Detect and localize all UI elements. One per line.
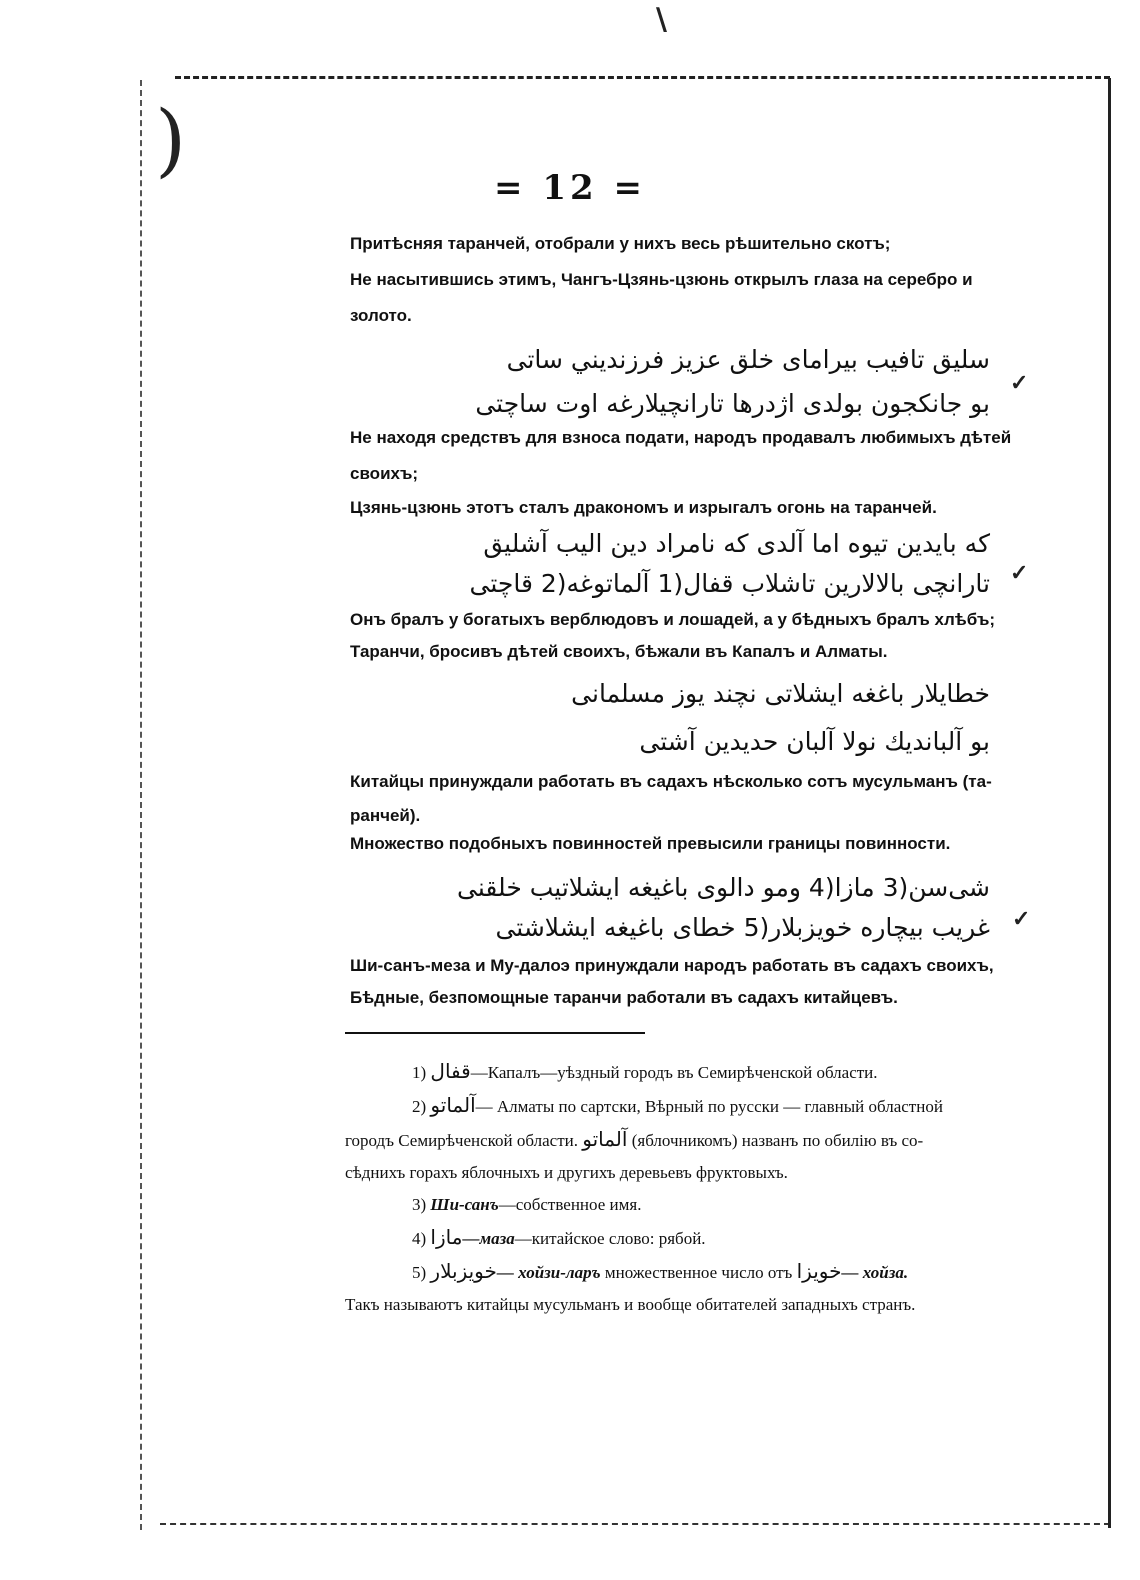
footnote-2-text: — Алматы по сартски, Вѣрный по русски — главный областной (475, 1097, 943, 1116)
page-number: = 12 = (494, 168, 646, 208)
footnote-4-text: —китайское слово: рябой. (514, 1229, 706, 1248)
arabic-line-6: بو آلبانديك نولا آلبان حديدين آشتى (639, 727, 990, 756)
footnote-5-cont: Такъ называютъ китайцы мусульманъ и вообще обитателей западныхъ странъ. (345, 1295, 916, 1314)
footnote-rule (345, 1032, 645, 1034)
footnote-4-num: 4) (412, 1229, 427, 1248)
arabic-line-7: شى‌سن(3 مازا(4 ومو دالوى باغيغه ايشلاتيب خلقنى (457, 873, 990, 902)
footnote-5 (412, 1254, 1132, 1290)
footnote-4-term: —маза (462, 1229, 515, 1248)
margin-bracket-mark: ) (155, 93, 187, 186)
checkmark-icon: ✓ (1010, 560, 1029, 586)
checkmark-icon: ✓ (1012, 906, 1031, 932)
footnote-5-term: — хойзи-ларъ (496, 1263, 601, 1282)
body-line-13: Бѣдные, безпомощные таранчи работали въ садахъ китайцевъ. (350, 988, 898, 1007)
body-line-12: Ши-санъ-меза и Му-далоэ принуждали народъ работать въ садахъ своихъ, (350, 956, 994, 975)
footnote-2-cont-pre: городъ Семирѣченской области. (345, 1131, 578, 1150)
body-line-1: Притѣсняя таранчей, отобрали у нихъ весь рѣшительно скотъ; (350, 234, 891, 253)
footnote-2-end: сѣднихъ горахъ яблочныхъ и другихъ деревьевъ фруктовыхъ. (345, 1163, 788, 1182)
footnote-2 (412, 1088, 1132, 1124)
footnote-1-arabic: قفال (430, 1059, 471, 1083)
page-border-top (175, 76, 1110, 79)
footnote-2-num: 2) (412, 1097, 427, 1116)
arabic-line-2: بو جانكجون بولدى اژدرها تارانچيلارغه اوت ساچتى (475, 389, 990, 418)
footnote-4 (412, 1220, 1132, 1256)
footnote-5-arabic: خويزبلار (430, 1259, 497, 1283)
checkmark-icon: ✓ (1010, 370, 1029, 396)
body-line-7: Онъ бралъ у богатыхъ верблюдовъ и лошадей, а у бѣдныхъ бралъ хлѣбъ; (350, 610, 996, 629)
footnote-2-cont-arabic: آلماتو (582, 1127, 628, 1151)
body-line-8: Таранчи, бросивъ дѣтей своихъ, бѣжали въ Капалъ и Алматы. (350, 642, 888, 661)
body-line-5: своихъ; (350, 464, 419, 483)
arabic-line-5: خطايلار باغغه ايشلاتى نچند يوز مسلمانى (571, 679, 990, 708)
footnote-2-cont-post: (яблочникомъ) названъ по обилію въ со- (631, 1131, 924, 1150)
footnote-5-arabic-2: خويزا (796, 1259, 842, 1283)
footnote-2-cont (345, 1122, 1065, 1158)
page-border-left (140, 80, 142, 1530)
footnote-3 (412, 1188, 1132, 1222)
footnote-2-arabic: آلماتو (430, 1093, 476, 1117)
arabic-line-4: تارانچى بالالارين تاشلاب قفال(1 آلماتوغه(2 قاچتى (469, 569, 990, 598)
footnote-1-text: —Капалъ—уѣздный городъ въ Семирѣченской области. (470, 1063, 878, 1082)
footnote-3-text: —собственное имя. (498, 1195, 642, 1214)
arabic-line-8: غريب بيچاره خويزبلار(5 خطاى باغيغه ايشلاشتى (495, 913, 990, 942)
arabic-line-3: كه بايدين تيوه اما آلدى كه نامراد دين اليب آشليق (483, 529, 990, 558)
body-line-6: Цзянь-цзюнь этотъ сталъ дракономъ и изрыгалъ огонь на таранчей. (350, 498, 937, 517)
footnote-3-term: Ши-санъ (430, 1195, 499, 1214)
footnote-3-num: 3) (412, 1195, 427, 1214)
page-border-bottom (160, 1523, 1110, 1525)
footnote-5-num: 5) (412, 1263, 427, 1282)
top-mark: \ (656, 2, 667, 37)
footnote-5-text: множественное число отъ (604, 1263, 793, 1282)
arabic-line-1: سليق تافيب بيراماى خلق عزيز فرزنديني ساتى (506, 345, 990, 374)
footnote-1-num: 1) (412, 1063, 427, 1082)
footnote-1 (412, 1054, 1132, 1090)
body-line-9: Китайцы принуждали работать въ садахъ нѣсколько сотъ мусульманъ (та- (350, 772, 992, 791)
body-line-4: Не находя средствъ для взноса подати, народъ продавалъ любимыхъ дѣтей (350, 428, 1012, 447)
footnote-5-term-2: — хойза. (841, 1263, 909, 1282)
body-line-2: Не насытившись этимъ, Чангъ-Цзянь-цзюнь открылъ глаза на серебро и (350, 270, 973, 289)
body-line-3: золото. (350, 306, 412, 325)
page-border-right (1108, 78, 1111, 1528)
body-line-10: ранчей). (350, 806, 421, 825)
body-line-11: Множество подобныхъ повинностей превысили границы повинности. (350, 834, 951, 853)
footnote-4-arabic: مازا (430, 1225, 463, 1249)
